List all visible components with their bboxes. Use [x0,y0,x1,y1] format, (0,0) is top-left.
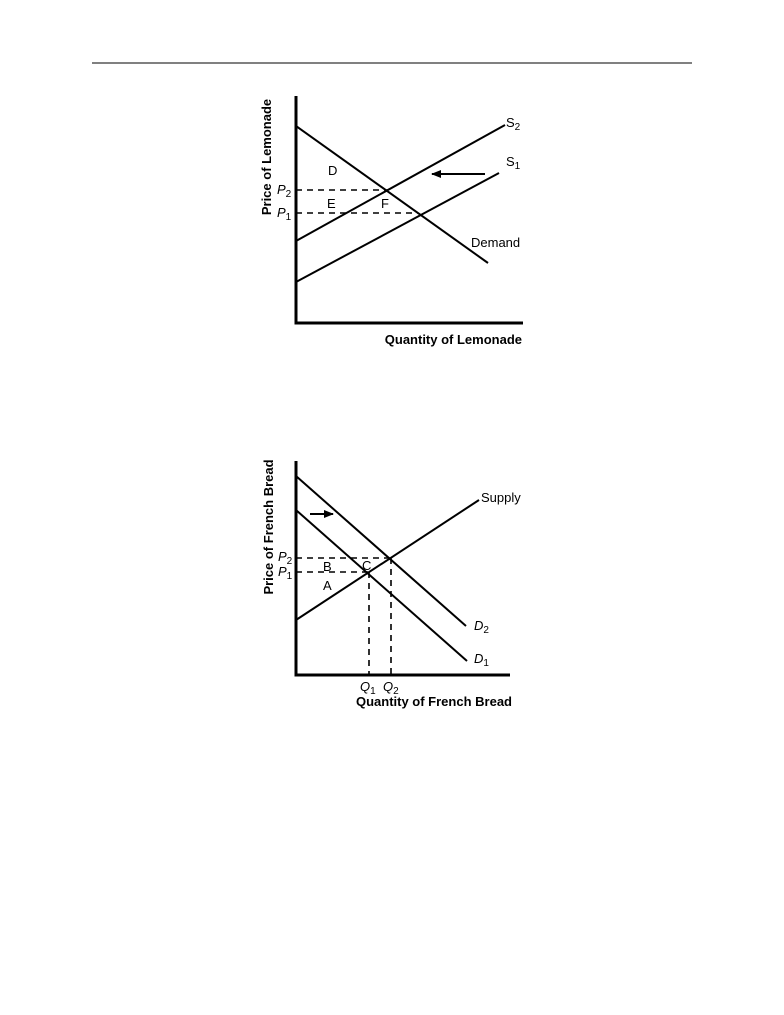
lemonade-p2-label: $P_2$ [277,182,292,200]
lemonade-area-d: D [328,163,338,178]
bread-area-c: C [362,558,372,573]
lemonade-s1-label: $S_1$ [506,154,521,172]
lemonade-demand-label: Demand [471,235,521,250]
bread-d1-label: $D_1$ [474,651,489,669]
bread-p1-label: $P_1$ [278,564,293,582]
bread-p2-label: $P_2$ [278,549,293,567]
bread-d2-label: $D_2$ [474,618,489,636]
bread-q2-label: $Q_2$ [383,679,399,697]
lemonade-chart [259,96,523,347]
bread-d1-curve [296,510,467,661]
lemonade-s2-curve [296,125,505,241]
bread-area-b: B [323,559,332,574]
lemonade-s1-curve [296,173,499,282]
bread-area-a: A [323,578,332,593]
bread-q1-label: $Q_1$ [360,679,376,697]
lemonade-y-axis-label: Price of Lemonade [259,98,274,216]
lemonade-p1-label: $P_1$ [277,205,292,223]
bread-x-axis-label: Quantity of French Bread [355,694,512,709]
lemonade-x-axis-label: Quantity of Lemonade [384,332,522,347]
lemonade-area-f: F [381,196,389,211]
lemonade-area-e: E [327,196,336,211]
bread-chart [261,459,521,709]
bread-supply-label: Supply [481,490,521,505]
lemonade-s2-label: $S_2$ [506,115,521,133]
bread-y-axis-label: Price of French Bread [261,459,276,595]
